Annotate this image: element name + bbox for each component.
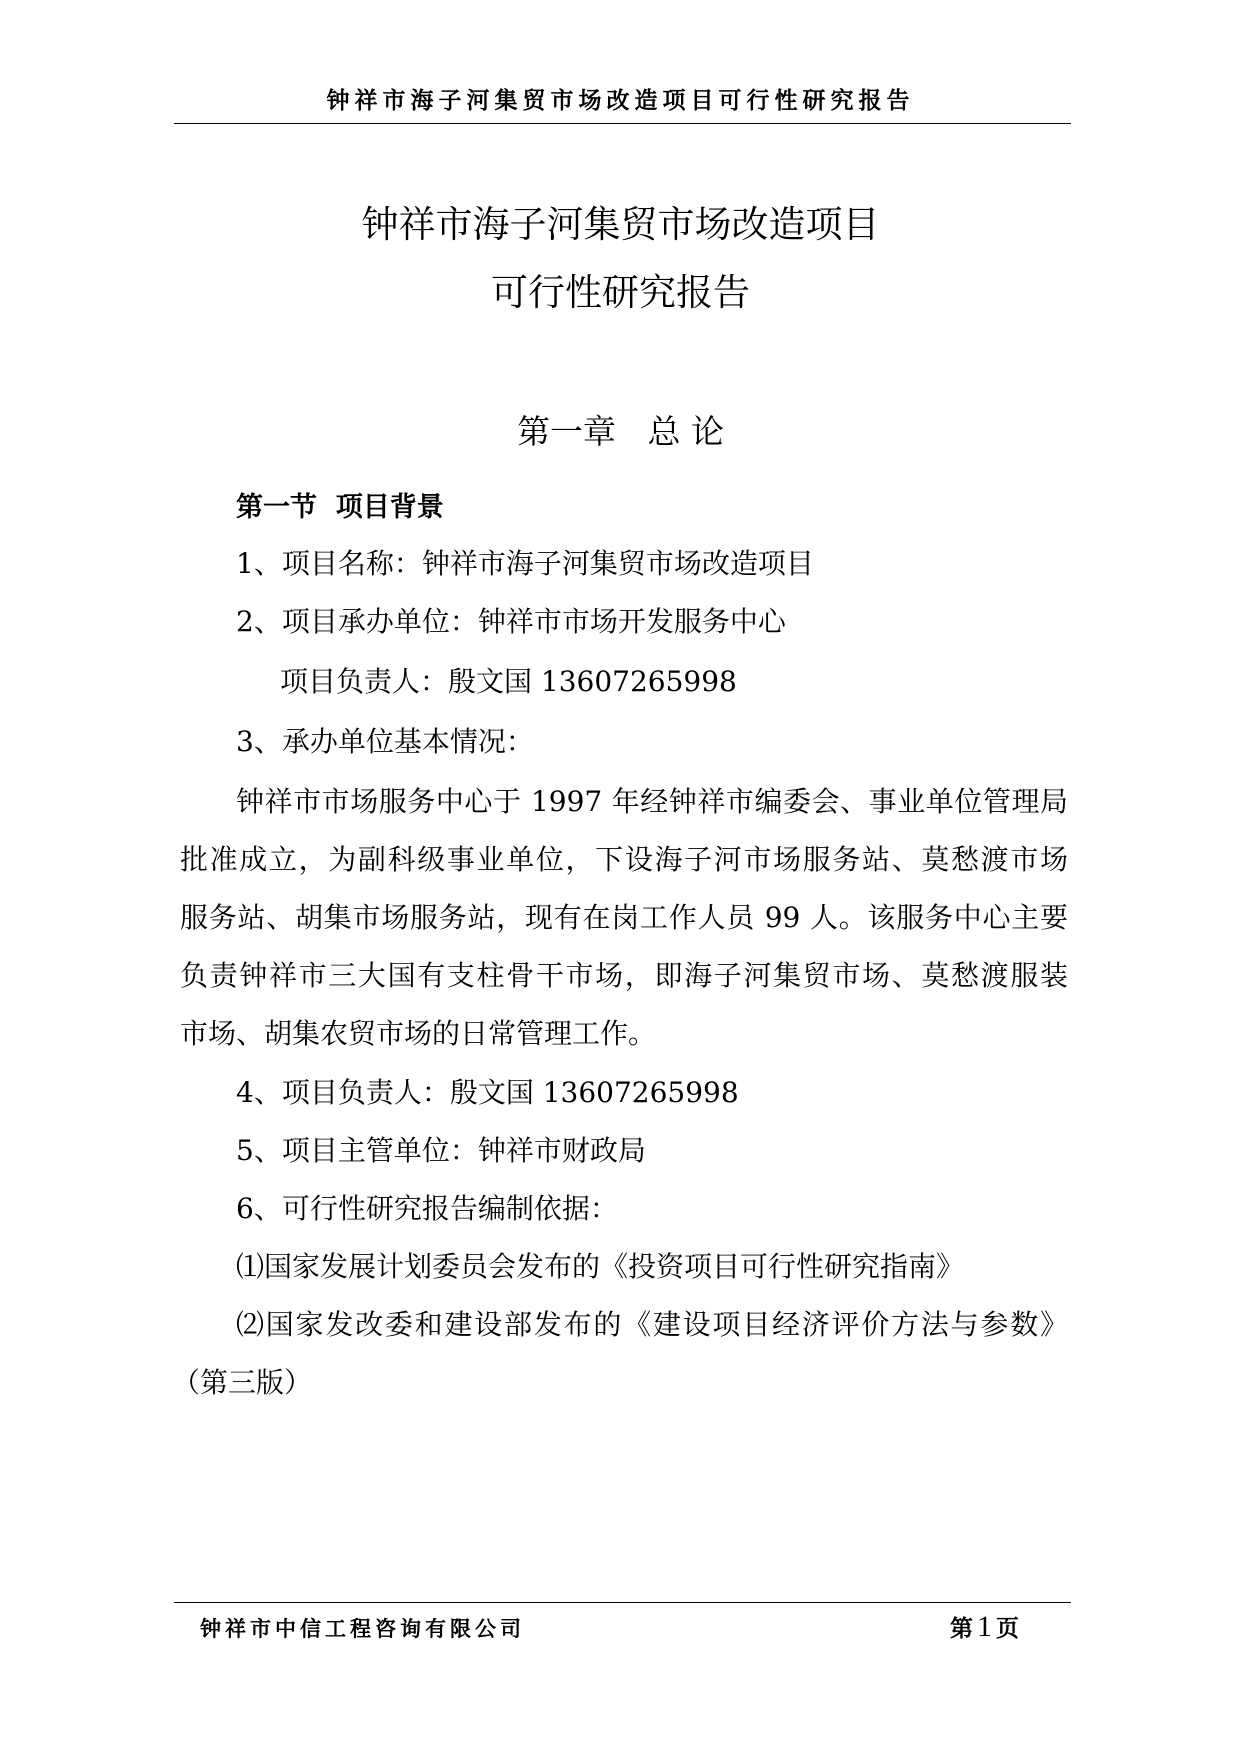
basis-item-1: ⑴国家发展计划委员会发布的《投资项目可行性研究指南》: [236, 1250, 965, 1283]
list-item-project-name: 1、项目名称：钟祥市海子河集贸市场改造项目: [236, 547, 814, 580]
page-number-value: 1: [977, 1610, 992, 1643]
page-suffix: 页: [996, 1615, 1019, 1642]
page-number: [950, 1610, 1019, 1646]
header-divider: [174, 123, 1071, 124]
paragraph-line: 钟祥市市场服务中心于 1997 年经钟祥市编委会、事业单位管理局: [236, 785, 1068, 818]
document-title-line1: 钟祥市海子河集贸市场改造项目: [361, 203, 880, 246]
page-prefix: 第: [950, 1615, 973, 1642]
section-title: 第一节 项目背景: [236, 492, 444, 523]
list-item-compilation-basis: 6、可行性研究报告编制依据：: [236, 1192, 618, 1225]
document-title-line2: 可行性研究报告: [491, 271, 750, 314]
footer-divider: [174, 1602, 1071, 1603]
list-item-unit-overview: 3、承办单位基本情况：: [236, 725, 534, 758]
footer-company: 钟祥市中信工程咨询有限公司: [200, 1616, 525, 1641]
paragraph-line: 服务站、胡集市场服务站，现有在岗工作人员 99 人。该服务中心主要: [180, 901, 1068, 934]
basis-item-2-continuation: （第三版）: [172, 1366, 313, 1399]
list-item-project-leader: 4、项目负责人：殷文国 13607265998: [236, 1076, 739, 1109]
paragraph-line: 批准成立，为副科级事业单位，下设海子河市场服务站、莫愁渡市场: [180, 843, 1068, 876]
paragraph-line: 负责钟祥市三大国有支柱骨干市场，即海子河集贸市场、莫愁渡服装: [180, 959, 1068, 992]
list-item-project-leader-sub: 项目负责人：殷文国 13607265998: [280, 665, 737, 698]
basis-item-2: ⑵国家发改委和建设部发布的《建设项目经济评价方法与参数》: [236, 1308, 1068, 1341]
running-header: 钟祥市海子河集贸市场改造项目可行性研究报告: [326, 87, 915, 114]
paragraph-line: 市场、胡集农贸市场的日常管理工作。: [180, 1017, 657, 1050]
list-item-undertaking-unit: 2、项目承办单位：钟祥市市场开发服务中心: [236, 605, 786, 638]
list-item-supervising-unit: 5、项目主管单位：钟祥市财政局: [236, 1134, 646, 1167]
chapter-title: 第一章 总 论: [517, 412, 724, 451]
